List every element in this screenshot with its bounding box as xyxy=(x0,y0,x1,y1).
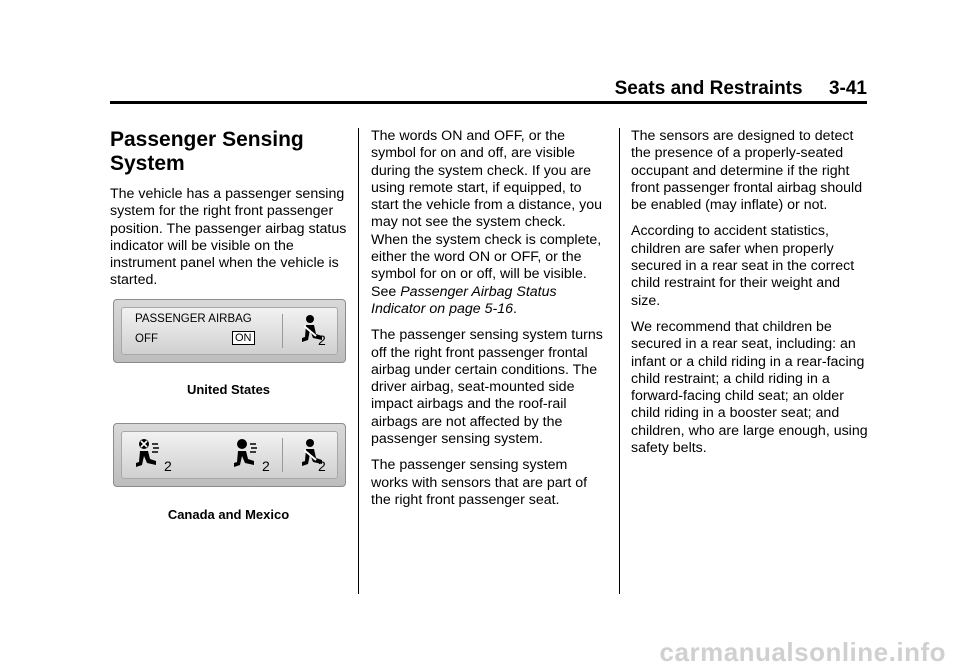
caption-canada-mexico: Canada and Mexico xyxy=(167,507,290,522)
col3-paragraph-1: The sensors are designed to detect the presence of a properly-seated occupant and determine if the right front passenger frontal airbag should be enabled (may inflate) or not. xyxy=(631,128,863,214)
indicator-divider xyxy=(282,438,283,472)
indicator-face xyxy=(121,431,338,479)
cross-reference-link[interactable]: Passenger Airbag Status Indicator on page 5-16 xyxy=(371,283,557,317)
col2-paragraph-1 xyxy=(371,128,606,318)
indicator-label-top: PASSENGER AIRBAG xyxy=(135,313,252,325)
watermark: carmanualsonline.info xyxy=(659,637,946,667)
indicator-face xyxy=(121,307,338,355)
column-2 xyxy=(371,128,606,518)
indicator-divider xyxy=(282,314,283,348)
column-divider-2 xyxy=(619,128,620,594)
seat-number: 2 xyxy=(318,332,326,348)
airbag-on-icon xyxy=(230,438,264,470)
seat-number: 2 xyxy=(318,458,326,474)
seat-number: 2 xyxy=(164,458,172,474)
airbag-indicator-us xyxy=(113,299,346,363)
col2-p1-text: The words ON and OFF, or the symbol for on and off, are visible during the system check. If you are using remote start, if equipped, to start the vehicle from a distance, you may not see the system check. When the system check is complete, either the word ON or OFF, or the symbol for on or off, will be visible. See xyxy=(371,128,603,300)
footer xyxy=(0,632,960,672)
col3-paragraph-3: We recommend that children be secured in a rear seat, including: an infant or a child riding in a rear-facing child restraint; a child riding in a forward-facing child seat; an older child riding in a booster seat; and children, who are large enough, using safety belts. xyxy=(631,318,868,457)
col2-paragraph-3: The passenger sensing system works with sensors that are part of the right front passenger seat. xyxy=(371,457,588,508)
col2-p1-end: . xyxy=(512,300,517,317)
section-heading: Passenger Sensing System xyxy=(110,128,304,175)
airbag-off-icon xyxy=(132,438,166,470)
col1-paragraph-1: The vehicle has a passenger sensing system for the right front passenger position. The passenger airbag status indicator will be visible on the instrument panel when the vehicle is started. xyxy=(110,186,347,289)
col2-paragraph-2: The passenger sensing system turns off the right front passenger frontal airbag under certain conditions. The driver airbag, seat-mounted side impact airbags and the roof-rail airbags are not affected by the passenger sensing system. xyxy=(371,327,603,448)
indicator-label-on: ON xyxy=(232,331,255,345)
indicator-label-off: OFF xyxy=(135,333,158,345)
col3-paragraph-2: According to accident statistics, children are safer when properly secured in a rear seat in the correct child restraint for their weight and size. xyxy=(631,223,855,309)
seat-number: 2 xyxy=(262,458,270,474)
header-title: Seats and Restraints 3-41 xyxy=(614,78,867,99)
column-1 xyxy=(110,128,350,299)
airbag-indicator-canada-mexico xyxy=(113,423,346,487)
caption-us: United States xyxy=(186,382,271,397)
column-divider-1 xyxy=(358,128,359,594)
column-3 xyxy=(631,128,871,466)
header-rule xyxy=(110,101,867,104)
